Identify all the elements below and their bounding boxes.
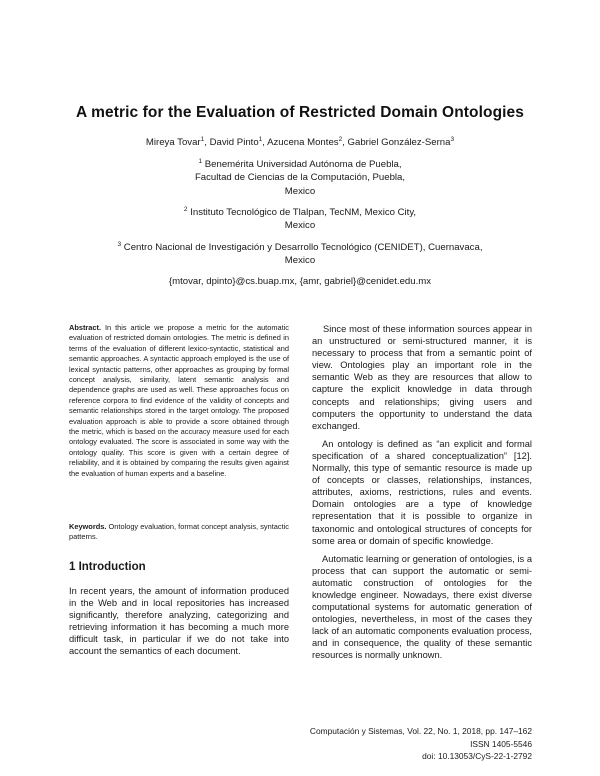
author-name: Gabriel González-Serna	[347, 137, 451, 148]
intro-left-column	[69, 585, 289, 658]
abstract-label: Abstract.	[69, 323, 102, 332]
body-paragraph: Since most of these information sources appear in an unstructured or semi-structured manner, it is necessary to process that from a semantic point of view. Ontologies play an important role in the semantic Web as they are resources that allow to capture the explicit knowledge in data through concepts and relationships; giving users and computers the opportunity to understand the data exchanged.	[312, 324, 532, 431]
affiliation-2	[0, 206, 600, 233]
author-name: David Pinto	[209, 137, 259, 148]
keywords	[69, 522, 289, 543]
paper-title: A metric for the Evaluation of Restricted Domain Ontologies	[76, 104, 524, 121]
journal-citation: Computación y Sistemas, Vol. 22, No. 1, 2018, pp. 147–162	[309, 726, 532, 736]
right-column	[312, 323, 532, 668]
author-list: Mireya Tovar$^1$, David Pinto$^1$, Azucena Montes$^2$, Gabriel González-Serna$^3$	[145, 135, 455, 148]
keywords-label: Keywords.	[69, 522, 107, 531]
body-paragraph: Automatic learning or generation of ontologies, is a process that can support the automatic or semi-automatic construction of ontologies for the knowledge engineer. Nowadays, there exist diverse computational systems for automatic generation of ontologies, nevertheless, in most of the cases they lack of an automatic components evaluation process, and in consequence, the quality of these semantic resources is normally unknown.	[312, 553, 532, 661]
abstract-text: In this article we propose a metric for the automatic evaluation of restricted domain ontologies. The metric is defined in terms of the evaluation of different lexico-syntactic, statistical and semantic approaches. A syntactic approach employed is the use of lexical syntactic patterns, other approaches as grouping by formal concept analysis, similarity, latent semantic analysis and dependence graphs are used as well. These approaches focus on reference corpora to find evidence of the validity of concepts and semantic relationships stored in the target ontology. The proposed evaluation approach is able to provide a score obtained through the metric, which is based on the accuracy measure used for each ontology evaluated. The score is associated in some way with the ontology quality. This score is given with a certain degree of reliability, and it is obtained by comparing the results given against the evaluation of human experts and a baseline.	[69, 323, 290, 478]
affiliation-line: Instituto Tecnológico de Tlalpan, TecNM, Mexico City,	[190, 207, 417, 218]
affiliation-number: 2	[183, 205, 188, 213]
author-name: Mireya Tovar	[145, 137, 201, 148]
abstract	[69, 323, 289, 479]
issn: ISSN 1405-5546	[470, 738, 532, 749]
page-footer	[232, 725, 532, 763]
author-affiliation-mark: 2	[338, 135, 343, 143]
affiliation-line: Mexico	[284, 255, 316, 267]
body-paragraph: In recent years, the amount of information produced in the Web and in local repositories has increased significantly, therefore analyzing, categorizing and retrieving information it has becoming a much more difficult task, in particular if we do not take into account the semantics of each document.	[69, 586, 289, 657]
affiliation-number: 3	[117, 240, 122, 248]
affiliation-line: Mexico	[284, 185, 316, 197]
section-heading: 1 Introduction	[69, 561, 146, 573]
author-affiliation-mark: 1	[200, 135, 205, 143]
affiliation-line: Benemérita Universidad Autónoma de Puebla,	[204, 159, 402, 170]
author-affiliation-mark: 3	[450, 135, 455, 143]
keywords-text: Ontology evaluation, format concept analysis, syntactic patterns.	[69, 522, 289, 542]
body-paragraph: An ontology is defined as “an explicit and formal specification of a shared conceptualization” [12]. Normally, this type of semantic resource is made up of concepts or classes, relationships, instances, attributes, axioms, restrictions, rules and events. Domain ontologies are a type of knowledge representation that it is possible to organize in taxonomic and ontological structures of concepts for some area or domain of specific knowledge.	[312, 438, 532, 546]
author-affiliation-mark: 1	[258, 135, 263, 143]
author-name: Azucena Montes	[267, 137, 339, 148]
affiliation-number: 1	[198, 157, 203, 165]
affiliation-1	[0, 158, 600, 198]
affiliation-3	[0, 241, 600, 268]
affiliation-line: Facultad de Ciencias de la Computación, Puebla,	[194, 172, 406, 184]
affiliation-line: Mexico	[284, 220, 316, 232]
author-emails: {mtovar, dpinto}@cs.buap.mx, {amr, gabriel}@cenidet.edu.mx	[168, 276, 432, 287]
affiliation-line: Centro Nacional de Investigación y Desarrollo Tecnológico (CENIDET), Cuernavaca,	[123, 242, 483, 253]
doi: doi: 10.13053/CyS-22-1-2792	[422, 751, 532, 761]
